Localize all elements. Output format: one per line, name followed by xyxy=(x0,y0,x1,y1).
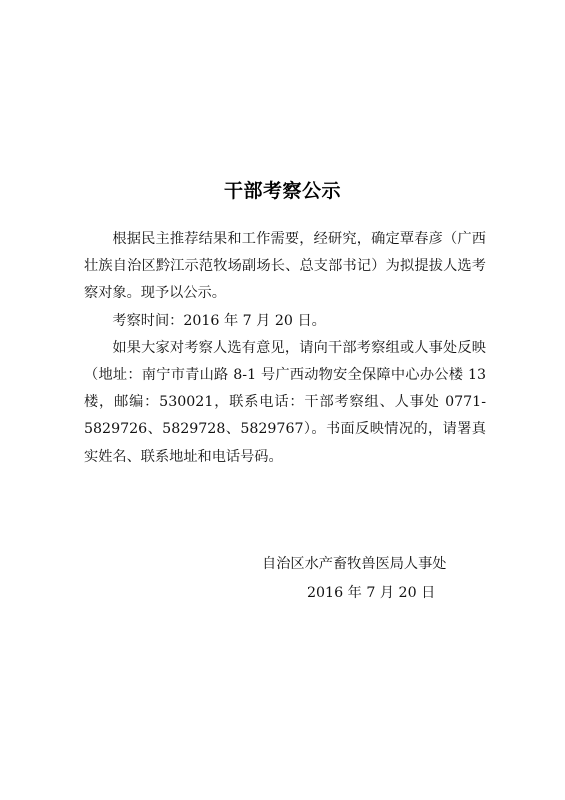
paragraph-inspection-time: 考察时间：2016 年 7 月 20 日。 xyxy=(112,312,326,329)
signature-date: 2016 年 7 月 20 日 xyxy=(307,585,436,601)
document-title: 干部考察公示 xyxy=(223,180,341,202)
paragraph-feedback-contact: 如果大家对考察人选有意见，请向干部考察组或人事处反映（地址：南宁市青山路 8-1 号广西动物安全保障中心办公楼 13 楼，邮编：530021，联系电话：干部考察组、人事处 0771-5829726、5829728、5829767）。书面反映情况的，请署真实姓名、联系地址和电话号码。 xyxy=(84,339,486,465)
paragraph-decision: 根据民主推荐结果和工作需要，经研究，确定覃春彦（广西壮族自治区黔江示范牧场副场长、总支部书记）为拟提拔人选考察对象。现予以公示。 xyxy=(84,231,486,302)
document-body xyxy=(84,226,486,471)
signature-unit: 自治区水产畜牧兽医局人事处 xyxy=(262,556,447,572)
